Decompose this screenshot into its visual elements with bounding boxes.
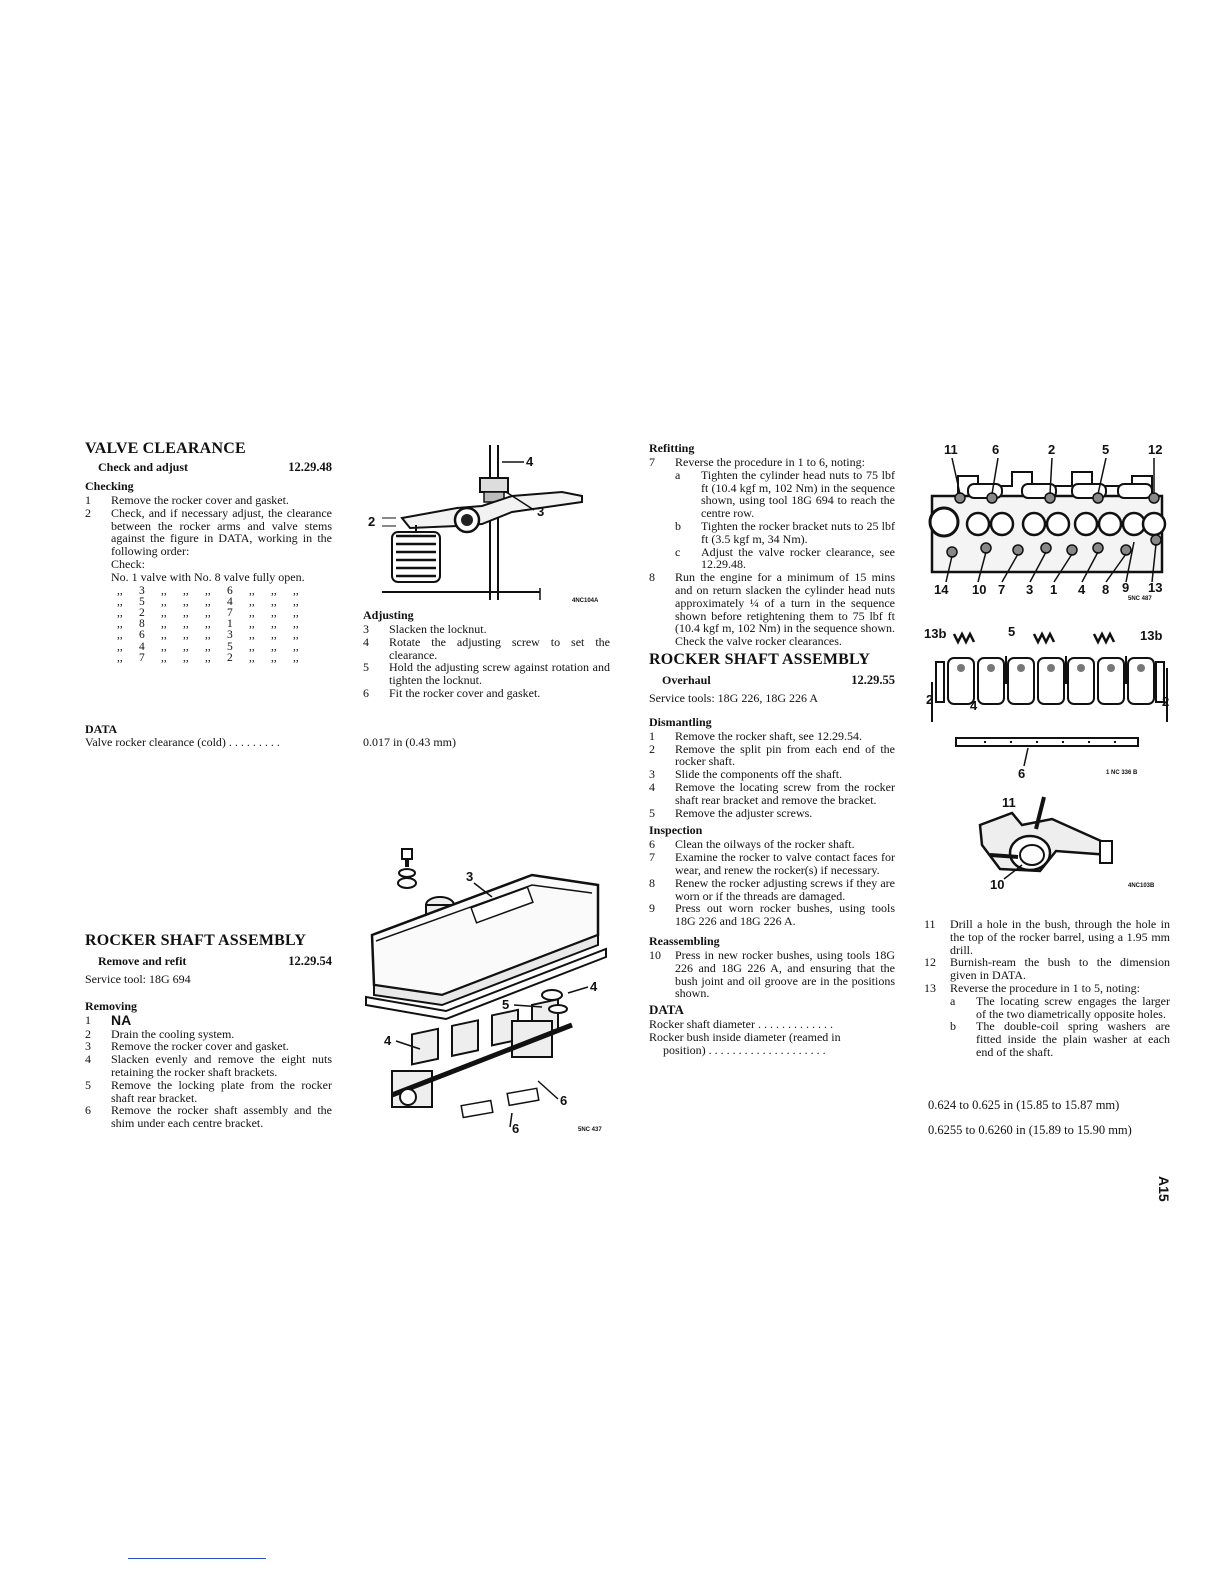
removing-heading: Removing bbox=[85, 998, 137, 1013]
sub-step-item: a The locating screw engages the larger of the two diametrically opposite holes. bbox=[950, 993, 1170, 1021]
service-tools: Service tools: 18G 226, 18G 226 A bbox=[649, 690, 818, 705]
figure-label: 3 bbox=[1026, 582, 1034, 597]
order-cell: ,, bbox=[161, 618, 167, 631]
order-cell: ,, bbox=[293, 629, 299, 642]
order-cell: ,, bbox=[161, 629, 167, 642]
order-cell: 7 bbox=[139, 651, 145, 664]
order-cell: ,, bbox=[249, 629, 255, 642]
step-item: 4 Remove the locating screw from the rocker shaft rear bracket and remove the bracket. bbox=[649, 779, 895, 807]
order-row bbox=[117, 642, 315, 653]
figure-label: 6 bbox=[560, 1093, 568, 1108]
figure-label: 5 bbox=[1102, 442, 1110, 457]
figure-label: 1 bbox=[1050, 582, 1058, 597]
step-item: 3 Remove the rocker cover and gasket. bbox=[85, 1039, 289, 1054]
step-item: 7 Examine the rocker to valve contact faces for wear, and renew the rocker(s) if necessary. bbox=[649, 850, 895, 877]
adjusting-heading: Adjusting bbox=[363, 608, 414, 622]
rocker-bush-figure bbox=[960, 795, 1160, 895]
order-cell: ,, bbox=[271, 618, 277, 631]
figure-label: 10 bbox=[990, 877, 1005, 892]
order-cell: ,, bbox=[117, 595, 123, 608]
step-item: 2 Check, and if necessary adjust, the clearance between the rocker arms and valve stems against the figure in DATA, working in the following order: bbox=[85, 505, 332, 559]
order-row bbox=[117, 619, 315, 630]
step-item: 6 Remove the rocker shaft assembly and the shim under each centre bracket. bbox=[85, 1103, 332, 1131]
figure-label: 4 bbox=[384, 1033, 392, 1048]
step-item: 6 Clean the oilways of the rocker shaft. bbox=[649, 837, 855, 852]
order-cell: ,, bbox=[249, 606, 255, 619]
data-label: Rocker shaft diameter . . . . . . . . . . . . . bbox=[649, 1017, 833, 1032]
section-subtitle: Check and adjust bbox=[98, 460, 189, 474]
data-heading: DATA bbox=[85, 722, 118, 736]
order-cell: 5 bbox=[139, 595, 145, 608]
order-cell: 7 bbox=[227, 606, 233, 619]
order-cell: ,, bbox=[271, 595, 277, 608]
section-subtitle: Remove and refit bbox=[98, 954, 187, 968]
sub-step-item: a Tighten the cylinder head nuts to 75 lbf ft (10.4 kgf m, 102 Nm) in the sequence shown, using tool 18G 694 to reach the centre row. bbox=[675, 467, 895, 521]
rocker-overhaul-right bbox=[924, 918, 1170, 1059]
step-item: 9 Press out worn rocker bushes, using tools 18G 226 and 18G 226 A. bbox=[649, 901, 895, 929]
figure-label: 4 bbox=[1078, 582, 1086, 597]
step-item: 4 Rotate the adjusting screw to set the clearance. bbox=[363, 634, 610, 662]
sub-step-item: c Adjust the valve rocker clearance, see 12.29.48. bbox=[675, 544, 895, 572]
step-item: 10 Press in new rocker bushes, using tools 18G 226 and 18G 226 A, and ensuring that the bush joint and oil groove are in the positions shown. bbox=[649, 947, 895, 1001]
figure-label: 14 bbox=[934, 582, 949, 597]
order-cell: ,, bbox=[249, 618, 255, 631]
order-cell: ,, bbox=[183, 651, 189, 664]
order-cell: 3 bbox=[227, 629, 233, 642]
figure-label: 13b bbox=[924, 626, 947, 641]
order-cell: ,, bbox=[161, 584, 167, 597]
step-item: 5 Hold the adjusting screw against rotation and tighten the locknut. bbox=[363, 660, 610, 688]
order-cell: ,, bbox=[271, 606, 277, 619]
step-item: 4 Slacken evenly and remove the eight nuts retaining the rocker shaft brackets. bbox=[85, 1052, 332, 1079]
valve-adjust-figure bbox=[362, 440, 602, 610]
order-cell: ,, bbox=[271, 584, 277, 597]
figure-label: 2 bbox=[1048, 442, 1056, 457]
order-cell: 2 bbox=[139, 606, 145, 619]
figure-label: 4 bbox=[526, 454, 534, 469]
order-cell: ,, bbox=[205, 629, 211, 642]
order-cell: ,, bbox=[117, 606, 123, 619]
order-cell: ,, bbox=[271, 629, 277, 642]
figure-code: 1 NC 336 B bbox=[1106, 770, 1138, 776]
order-cell: ,, bbox=[293, 595, 299, 608]
valve-order-table bbox=[117, 586, 315, 664]
order-cell: ,, bbox=[205, 618, 211, 631]
section-ref: 12.29.55 bbox=[851, 672, 895, 687]
order-cell: ,, bbox=[183, 618, 189, 631]
order-cell: ,, bbox=[205, 606, 211, 619]
order-row bbox=[117, 586, 315, 597]
refitting-section bbox=[649, 441, 895, 1056]
figure-label: 2 bbox=[926, 692, 934, 707]
figure-label: 12 bbox=[1148, 442, 1163, 457]
order-cell: ,, bbox=[249, 651, 255, 664]
data-heading: DATA bbox=[649, 1002, 684, 1018]
step-item: 8 Run the engine for a minimum of 15 mins and on return slacken the cylinder head nuts approximately ¼ of a turn in the sequence shown before retightening them to 75 lbf ft (10.4 kgf m, 102 Nm) in the sequence shown. Check the valve rocker clearances. bbox=[649, 570, 895, 649]
figure-code: 5NC 437 bbox=[578, 1127, 602, 1133]
figure-label: 6 bbox=[1018, 766, 1026, 781]
step-item: 1 Remove the rocker cover and gasket. bbox=[85, 493, 289, 507]
order-cell: ,, bbox=[161, 640, 167, 653]
checking-heading: Checking bbox=[85, 479, 134, 493]
order-cell: ,, bbox=[271, 651, 277, 664]
step-item: 5 Remove the locking plate from the rocker shaft rear bracket. bbox=[85, 1077, 332, 1105]
figure-label: 11 bbox=[1002, 795, 1016, 810]
section-title: VALVE CLEARANCE bbox=[85, 440, 246, 457]
order-cell: 1 bbox=[227, 618, 233, 631]
order-row bbox=[117, 653, 315, 664]
dismantling-heading: Dismantling bbox=[649, 714, 712, 729]
order-cell: 6 bbox=[139, 629, 145, 642]
order-cell: ,, bbox=[293, 651, 299, 664]
order-cell: ,, bbox=[183, 640, 189, 653]
step-item: 2 Remove the split pin from each end of the rocker shaft. bbox=[649, 741, 895, 769]
order-cell: ,, bbox=[271, 640, 277, 653]
figure-label: 10 bbox=[972, 582, 987, 597]
figure-label: 6 bbox=[992, 442, 1000, 457]
figure-label: 3 bbox=[466, 869, 474, 884]
order-cell: ,, bbox=[249, 595, 255, 608]
step-item: 1 NA bbox=[85, 1011, 132, 1028]
step-item: 8 Renew the rocker adjusting screws if they are worn or if the threads are damaged. bbox=[649, 875, 895, 903]
step-item: 1 Remove the rocker shaft, see 12.29.54. bbox=[649, 728, 862, 743]
data-label: position) . . . . . . . . . . . . . . . . . . . . bbox=[663, 1042, 826, 1057]
step-item: 13 Reverse the procedure in 1 to 5, noting: bbox=[924, 980, 1140, 995]
order-cell: ,, bbox=[205, 584, 211, 597]
order-cell: ,, bbox=[161, 606, 167, 619]
sub-step-item: b The double-coil spring washers are fitted inside the plain washer at each end of the shaft. bbox=[950, 1019, 1170, 1059]
order-cell: ,, bbox=[249, 640, 255, 653]
order-cell: ,, bbox=[183, 629, 189, 642]
figure-label: 8 bbox=[1102, 582, 1110, 597]
figure-code: 4NC103B bbox=[1128, 883, 1155, 889]
order-cell: ,, bbox=[183, 606, 189, 619]
order-cell: ,, bbox=[161, 595, 167, 608]
figure-label: 5 bbox=[1008, 624, 1016, 639]
inspection-heading: Inspection bbox=[649, 823, 703, 838]
order-cell: 5 bbox=[227, 640, 233, 653]
order-cell: ,, bbox=[161, 651, 167, 664]
order-cell: ,, bbox=[117, 640, 123, 653]
order-cell: ,, bbox=[117, 629, 123, 642]
valve-clearance-section bbox=[85, 440, 332, 749]
data-value: 0.6255 to 0.6260 in (15.89 to 15.90 mm) bbox=[928, 1123, 1132, 1137]
data-label: Valve rocker clearance (cold) . . . . . . . . . bbox=[85, 735, 280, 749]
order-cell: 2 bbox=[227, 651, 233, 664]
section-title: ROCKER SHAFT ASSEMBLY bbox=[649, 650, 871, 668]
check-label: Check: bbox=[111, 556, 145, 571]
rocker-cover-figure bbox=[362, 845, 612, 1140]
order-cell: ,, bbox=[183, 595, 189, 608]
order-cell: ,, bbox=[205, 651, 211, 664]
order-row bbox=[117, 608, 315, 619]
step-item: 7 Reverse the procedure in 1 to 6, noting: bbox=[649, 455, 865, 469]
step-item: 12 Burnish-ream the bush to the dimension given in DATA. bbox=[924, 955, 1170, 983]
order-row bbox=[117, 630, 315, 641]
order-cell: ,, bbox=[205, 640, 211, 653]
figure-label: 2 bbox=[1162, 694, 1170, 709]
figure-label: 6 bbox=[512, 1121, 520, 1136]
step-item: 3 Slide the components off the shaft. bbox=[649, 767, 843, 782]
section-title: ROCKER SHAFT ASSEMBLY bbox=[85, 932, 307, 949]
figure-label: 11 bbox=[944, 442, 958, 457]
order-cell: 4 bbox=[139, 640, 145, 653]
data-value: 0.017 in (0.43 mm) bbox=[363, 735, 456, 749]
order-cell: ,, bbox=[117, 618, 123, 631]
figure-label: 4 bbox=[970, 698, 978, 713]
order-first: No. 1 valve with No. 8 valve fully open. bbox=[111, 569, 305, 584]
rocker-shaft-figure bbox=[924, 622, 1174, 782]
step-item: 2 Drain the cooling system. bbox=[85, 1026, 235, 1041]
section-ref: 12.29.48 bbox=[288, 460, 332, 474]
figure-code: 5NC 487 bbox=[1128, 596, 1152, 602]
order-cell: ,, bbox=[205, 595, 211, 608]
order-cell: ,, bbox=[293, 584, 299, 597]
figure-code: 4NC104A bbox=[572, 598, 599, 604]
figure-label: 13 bbox=[1148, 580, 1163, 595]
step-item: 6 Fit the rocker cover and gasket. bbox=[363, 685, 541, 700]
step-item: 3 Slacken the locknut. bbox=[363, 622, 487, 636]
reassembling-heading: Reassembling bbox=[649, 933, 720, 948]
section-subtitle: Overhaul bbox=[662, 672, 711, 687]
order-row bbox=[117, 597, 315, 608]
order-cell: 3 bbox=[139, 584, 145, 597]
order-cell: ,, bbox=[249, 584, 255, 597]
data-value: 0.624 to 0.625 in (15.85 to 15.87 mm) bbox=[928, 1098, 1120, 1112]
service-tool: Service tool: 18G 694 bbox=[85, 972, 191, 986]
order-cell: ,, bbox=[117, 651, 123, 664]
order-cell: ,, bbox=[293, 618, 299, 631]
order-cell: ,, bbox=[293, 606, 299, 619]
order-cell: ,, bbox=[117, 584, 123, 597]
figure-label: 4 bbox=[590, 979, 598, 994]
cylinder-head-figure bbox=[922, 442, 1172, 602]
figure-label: 3 bbox=[537, 504, 545, 519]
sub-step-item: b Tighten the rocker bracket nuts to 25 lbf ft (3.5 kgf m, 34 Nm). bbox=[675, 518, 895, 546]
refitting-heading: Refitting bbox=[649, 441, 695, 455]
figure-label: 13b bbox=[1140, 628, 1163, 643]
figure-label: 2 bbox=[368, 514, 376, 529]
order-cell: 4 bbox=[227, 595, 233, 608]
footer-rule bbox=[128, 1558, 266, 1559]
step-item: 11 Drill a hole in the bush, through the hole in the top of the rocker barrel, using a 1.95 mm drill. bbox=[924, 917, 1170, 957]
page-number: A15 bbox=[1156, 1176, 1172, 1202]
step-item: 5 Remove the adjuster screws. bbox=[649, 805, 813, 820]
figure-label: 7 bbox=[998, 582, 1006, 597]
order-cell: ,, bbox=[293, 640, 299, 653]
data-label: Rocker bush inside diameter (reamed in bbox=[649, 1029, 841, 1044]
order-cell: 6 bbox=[227, 584, 233, 597]
rocker-shaft-remove-section bbox=[85, 932, 332, 1130]
section-ref: 12.29.54 bbox=[288, 954, 332, 968]
order-cell: ,, bbox=[183, 584, 189, 597]
adjusting-section bbox=[363, 608, 610, 700]
figure-label: 9 bbox=[1122, 580, 1130, 595]
figure-label: 5 bbox=[502, 997, 510, 1012]
order-cell: 8 bbox=[139, 618, 145, 631]
